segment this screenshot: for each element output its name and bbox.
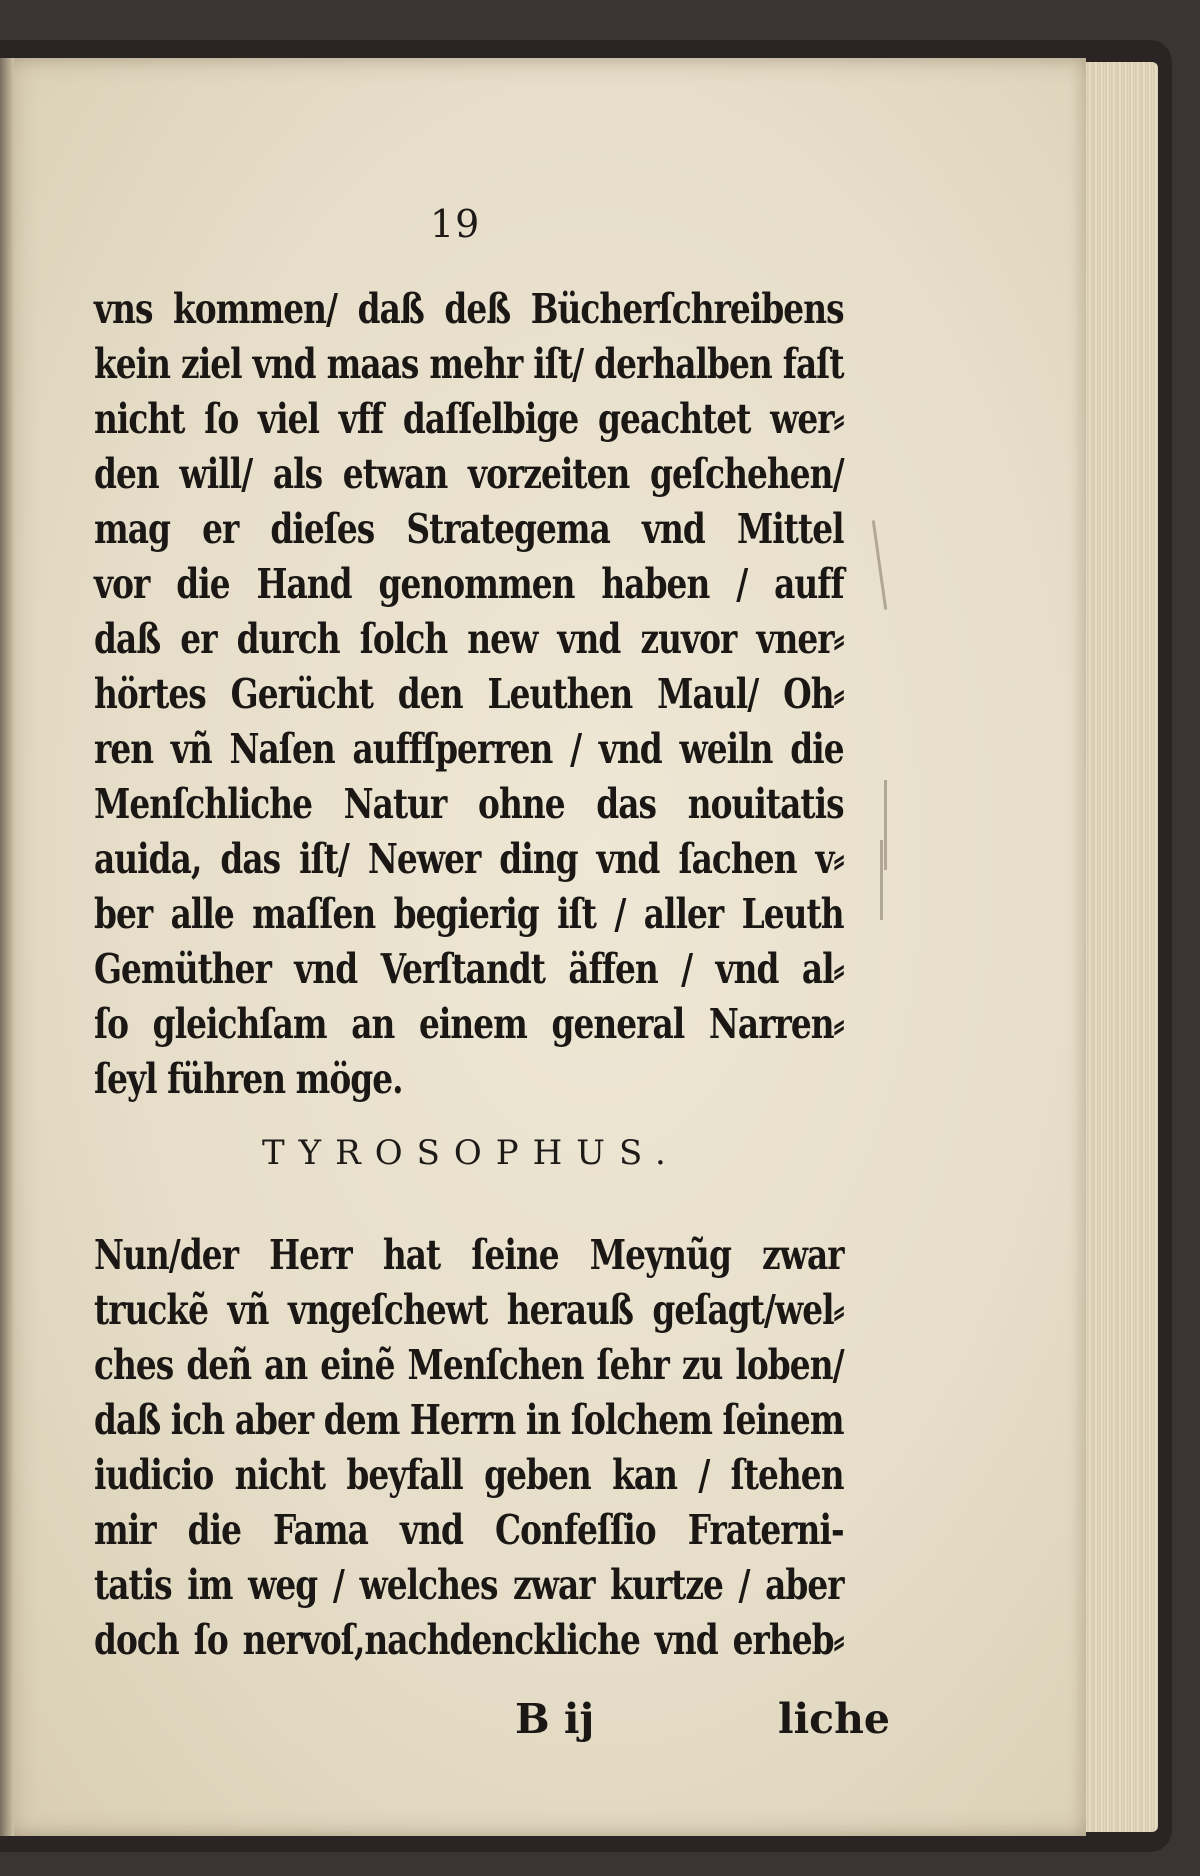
paragraph-2 (94, 1228, 844, 1668)
paragraph-1 (94, 282, 844, 1107)
page-gutter (0, 58, 14, 1836)
text-line: Gemüther vnd Verſtandt äffen / vnd al⸗ (94, 945, 844, 993)
page-fore-edge (1080, 62, 1158, 1832)
catchword: liche (778, 1695, 891, 1743)
text-line: ber alle maſſen begierig iſt / aller Leuth (94, 890, 844, 938)
text-line: ſeyl führen möge. (94, 1055, 403, 1103)
text-line: nicht ſo viel vff daſſelbige geachtet wer⸗ (94, 395, 844, 443)
text-line: iudicio nicht beyfall geben kan / ſtehen (94, 1451, 844, 1499)
signature-mark: B ij (515, 1695, 595, 1743)
text-line: vor die Hand genommen haben / auff (94, 560, 844, 608)
page-number: 19 (430, 202, 481, 246)
margin-pencil-mark (880, 840, 883, 920)
text-line: auida, das iſt/ Newer ding vnd ſachen v⸗ (94, 835, 844, 883)
margin-pencil-mark (884, 780, 887, 870)
text-line: tatis im weg / welches zwar kurtze / aber (94, 1561, 844, 1609)
text-line: ren vñ Naſen auffſperren / vnd weiln die (94, 725, 844, 773)
text-line: ſo gleichſam an einem general Narren⸗ (94, 1000, 844, 1048)
text-line: daß er durch ſolch new vnd zuvor vner⸗ (94, 615, 844, 663)
text-line: mir die Fama vnd Confeſſio Fraterni- (94, 1506, 844, 1554)
text-line: Menſchliche Natur ohne das nouitatis (94, 780, 844, 828)
text-line: truckẽ vñ vngeſchewt herauß geſagt/wel⸗ (94, 1286, 844, 1334)
text-line: kein ziel vnd maas mehr iſt/ derhalben faſt (94, 340, 844, 388)
text-line: ches deñ an einẽ Menſchen ſehr zu loben/ (94, 1341, 844, 1389)
text-line: mag er dieſes Strategema vnd Mittel (94, 505, 844, 553)
section-heading: TYROSOPHUS. (262, 1133, 680, 1173)
text-line: Nun/der Herr hat ſeine Meynũg zwar (94, 1231, 844, 1279)
text-line: vns kommen/ daß deß Bücherſchreibens (94, 285, 844, 333)
text-line: doch ſo nervoſ,nachdenckliche vnd erheb⸗ (94, 1616, 844, 1664)
text-line: hörtes Gerücht den Leuthen Maul/ Oh⸗ (94, 670, 844, 718)
text-line: daß ich aber dem Herrn in ſolchem ſeinem (94, 1396, 844, 1444)
text-line: den will/ als etwan vorzeiten geſchehen/ (94, 450, 844, 498)
